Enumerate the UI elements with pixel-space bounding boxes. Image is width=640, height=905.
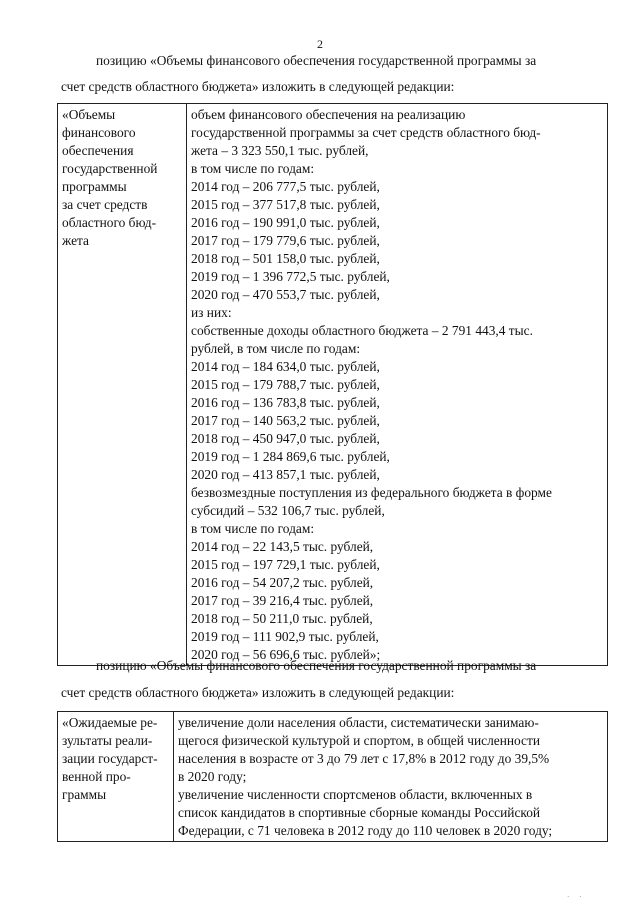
page-number: 2 — [317, 37, 323, 51]
value-line: 2019 год – 1 396 772,5 тыс. рублей, — [191, 269, 390, 284]
label-line: граммы — [62, 787, 107, 802]
label-line: «Объемы — [62, 107, 116, 122]
value-line: 2019 год – 1 284 869,6 тыс. рублей, — [191, 449, 390, 464]
results-table — [57, 711, 608, 842]
paragraph-1-line-2: счет средств областного бюджета» изложить в следующей редакции: — [61, 79, 455, 94]
results-label-cell — [58, 712, 174, 842]
value-line: 2020 год – 470 553,7 тыс. рублей, — [191, 287, 380, 302]
value-line: государственной программы за счет средств областного бюд- — [191, 125, 541, 140]
value-line: в 2020 году; — [178, 769, 247, 784]
value-line: 2020 год – 56 696,6 тыс. рублей»; — [191, 647, 381, 662]
value-line: Федерации, с 71 человека в 2012 году до 110 человек в 2020 году; — [178, 823, 553, 838]
label-line: венной про- — [62, 769, 131, 784]
value-line: субсидий – 532 106,7 тыс. рублей, — [191, 503, 385, 518]
value-line: 2017 год – 140 563,2 тыс. рублей, — [191, 413, 380, 428]
value-line: 2015 год – 197 729,1 тыс. рублей, — [191, 557, 380, 572]
value-line: из них: — [191, 305, 232, 320]
paragraph-2-line-2: счет средств областного бюджета» изложить в следующей редакции: — [61, 685, 455, 700]
value-line: щегося физической культурой и спортом, в общей численности — [178, 733, 541, 748]
value-line: 2017 год – 39 216,4 тыс. рублей, — [191, 593, 374, 608]
value-line: 2015 год – 377 517,8 тыс. рублей, — [191, 197, 380, 212]
value-line: 2019 год – 111 902,9 тыс. рублей, — [191, 629, 379, 644]
value-line: населения в возрасте от 3 до 79 лет с 17,8% в 2012 году до 39,5% — [178, 751, 550, 766]
value-line: рублей, в том числе по годам: — [191, 341, 361, 356]
value-line: собственные доходы областного бюджета – 2 791 443,4 тыс. — [191, 323, 533, 338]
value-line: увеличение численности спортсменов области, включенных в — [178, 787, 533, 802]
financing-label-cell — [58, 104, 187, 666]
value-line: 2014 год – 184 634,0 тыс. рублей, — [191, 359, 380, 374]
label-line: программы — [62, 179, 127, 194]
label-line: финансового — [62, 125, 136, 140]
value-line: 2017 год – 179 779,6 тыс. рублей, — [191, 233, 380, 248]
label-line: областного бюд- — [62, 215, 157, 230]
value-line: 2016 год – 54 207,2 тыс. рублей, — [191, 575, 374, 590]
label-line: зультаты реали- — [62, 733, 153, 748]
value-line: в том числе по годам: — [191, 521, 315, 536]
value-line: 2016 год – 136 783,8 тыс. рублей, — [191, 395, 380, 410]
financing-table-row — [58, 104, 608, 666]
value-line: жета – 3 323 550,1 тыс. рублей, — [191, 143, 369, 158]
results-table-row — [58, 712, 608, 842]
value-line: 2015 год – 179 788,7 тыс. рублей, — [191, 377, 380, 392]
value-line: 2014 год – 206 777,5 тыс. рублей, — [191, 179, 380, 194]
value-line: в том числе по годам: — [191, 161, 315, 176]
value-line: 2014 год – 22 143,5 тыс. рублей, — [191, 539, 374, 554]
paragraph-2-line-1: позицию «Объемы финансового обеспечения государственной программы за — [96, 658, 537, 673]
value-line: увеличение доли населения области, систематически занимаю- — [178, 715, 539, 730]
value-line: объем финансового обеспечения на реализацию — [191, 107, 466, 122]
value-line: 2018 год – 501 158,0 тыс. рублей, — [191, 251, 380, 266]
label-line: за счет средств — [62, 197, 148, 212]
results-value-cell — [174, 712, 608, 842]
value-line: 2018 год – 50 211,0 тыс. рублей, — [191, 611, 373, 626]
value-line: безвозмездные поступления из федерального бюджета в форме — [191, 485, 552, 500]
value-line: 2018 год – 450 947,0 тыс. рублей, — [191, 431, 380, 446]
label-line: «Ожидаемые ре- — [62, 715, 158, 730]
scan-marks: · · — [567, 893, 586, 901]
label-line: жета — [62, 233, 89, 248]
value-line: список кандидатов в спортивные сборные команды Российской — [178, 805, 541, 820]
paragraph-1-line-1: позицию «Объемы финансового обеспечения государственной программы за — [96, 53, 537, 68]
label-line: обеспечения — [62, 143, 134, 158]
financing-value-cell — [187, 104, 608, 666]
value-line: 2016 год – 190 991,0 тыс. рублей, — [191, 215, 380, 230]
value-line: 2020 год – 413 857,1 тыс. рублей, — [191, 467, 380, 482]
label-line: зации государст- — [62, 751, 158, 766]
label-line: государственной — [62, 161, 158, 176]
financing-table — [57, 103, 608, 666]
